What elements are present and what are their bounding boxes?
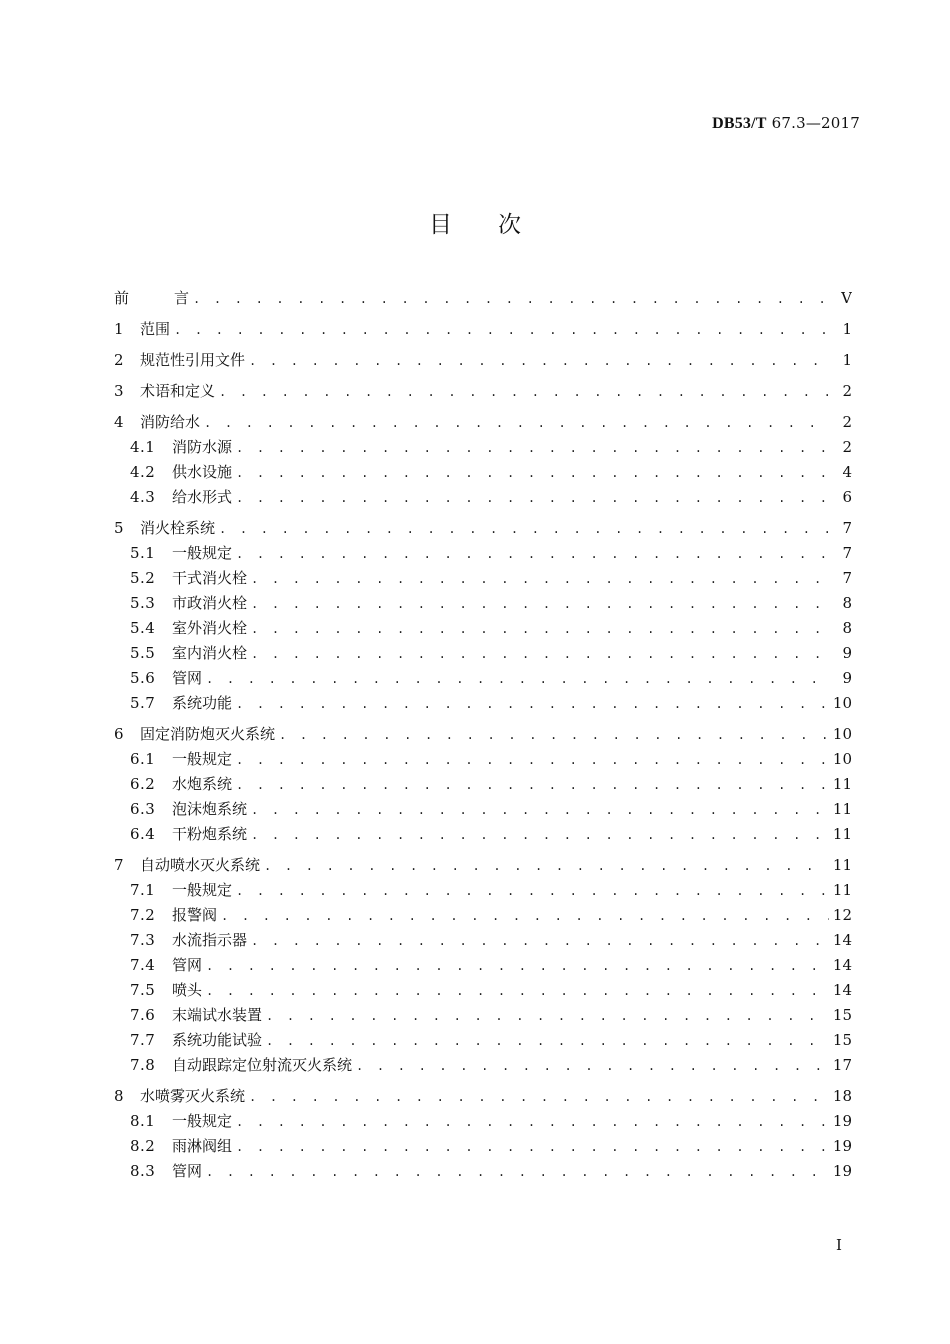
- toc-entry-page: 8: [842, 594, 852, 612]
- toc-entry-number: 3: [114, 382, 124, 400]
- toc-leader-dots: [219, 380, 832, 404]
- toc-entry-page: 9: [842, 669, 852, 687]
- toc-entry-title: 管网: [172, 956, 203, 974]
- toc-entry-page: 7: [842, 569, 852, 587]
- toc-entry[interactable]: [114, 1134, 852, 1159]
- toc-leader-dots: [204, 411, 832, 435]
- toc-entry-title: 供水设施: [172, 463, 233, 481]
- toc-entry-page: 19: [832, 1162, 852, 1180]
- toc-leader-dots: [264, 854, 829, 878]
- toc-entry-page: 8: [842, 619, 852, 637]
- toc-entry-title: 室外消火栓: [172, 619, 248, 637]
- toc-leader-dots: [206, 954, 829, 978]
- toc-entry-number: 7.2: [130, 906, 156, 924]
- toc-entry-number: 5.5: [130, 644, 156, 662]
- toc-entry[interactable]: [114, 410, 852, 435]
- toc-entry-number: 5.4: [130, 619, 156, 637]
- toc-entry-title: 一般规定: [172, 881, 233, 899]
- toc-entry[interactable]: [114, 591, 852, 616]
- toc-leader-dots: [236, 692, 829, 716]
- toc-entry[interactable]: [114, 1084, 852, 1109]
- toc-leader-dots: [251, 642, 832, 666]
- toc-entry[interactable]: [114, 797, 852, 822]
- toc-entry-title: 报警阀: [172, 906, 218, 924]
- toc-entry[interactable]: [114, 348, 852, 373]
- toc-leader-dots: [251, 929, 829, 953]
- toc-entry[interactable]: [114, 1109, 852, 1134]
- toc-entry-page: 17: [832, 1056, 852, 1074]
- toc-entry-page: 7: [842, 544, 852, 562]
- toc-entry-number: 7: [114, 856, 124, 874]
- toc-leader-dots: [236, 1110, 829, 1134]
- toc-entry-title: 一般规定: [172, 1112, 233, 1130]
- toc-entry-title: 自动喷水灭火系统: [140, 856, 261, 874]
- toc-entry-page: 11: [832, 856, 852, 874]
- toc-leader-dots: [236, 1135, 829, 1159]
- toc-leader-dots: [236, 486, 832, 510]
- toc-entry[interactable]: [114, 516, 852, 541]
- toc-entry-number: 5.7: [130, 694, 156, 712]
- toc-entry-title: 管网: [172, 669, 203, 687]
- toc-entry[interactable]: [114, 1028, 852, 1053]
- toc-entry-page: 6: [842, 488, 852, 506]
- toc-entry-number: 7.7: [130, 1031, 156, 1049]
- toc-entry-number: 5.2: [130, 569, 156, 587]
- toc-entry-title: 消火栓系统: [140, 519, 216, 537]
- toc-leader-dots: [206, 1160, 829, 1184]
- standard-code-prefix: DB53/T: [712, 115, 767, 132]
- toc-entry-page: 1: [842, 320, 852, 338]
- toc-entry-page: 10: [832, 750, 852, 768]
- toc-leader-dots: [279, 723, 829, 747]
- toc-leader-dots: [236, 879, 829, 903]
- toc-entry-page: 2: [842, 438, 852, 456]
- toc-entry-title: 言: [174, 289, 190, 307]
- toc-entry[interactable]: [114, 722, 852, 747]
- toc-entry-number: 8: [114, 1087, 124, 1105]
- toc-entry-number: 8.3: [130, 1162, 156, 1180]
- toc-entry-title: 管网: [172, 1162, 203, 1180]
- toc-entry-page: 12: [832, 906, 852, 924]
- toc-entry-title: 喷头: [172, 981, 203, 999]
- toc-entry[interactable]: [114, 641, 852, 666]
- toc-entry[interactable]: [114, 1053, 852, 1078]
- toc-entry-number: 前: [114, 289, 130, 307]
- toc-entry-title: 干式消火栓: [172, 569, 248, 587]
- toc-entry-number: 7.1: [130, 881, 156, 899]
- toc-leader-dots: [236, 461, 832, 485]
- toc-entry[interactable]: [114, 485, 852, 510]
- toc-entry[interactable]: [114, 286, 852, 311]
- toc-entry[interactable]: [114, 317, 852, 342]
- toc-entry[interactable]: [114, 460, 852, 485]
- toc-entry[interactable]: [114, 1003, 852, 1028]
- toc-leader-dots: [266, 1004, 829, 1028]
- toc-entry-number: 6.2: [130, 775, 156, 793]
- toc-entry-page: 15: [832, 1006, 852, 1024]
- toc-entry-page: 18: [832, 1087, 852, 1105]
- standard-code-number: 67.3—2017: [766, 114, 860, 132]
- toc-entry-page: 10: [832, 725, 852, 743]
- toc-leader-dots: [206, 667, 832, 691]
- toc-leader-dots: [206, 979, 829, 1003]
- toc-entry-title: 末端试水装置: [172, 1006, 263, 1024]
- toc-leader-dots: [251, 617, 832, 641]
- toc-entry[interactable]: [114, 666, 852, 691]
- toc-entry-number: 5.1: [130, 544, 156, 562]
- toc-entry[interactable]: [114, 822, 852, 847]
- toc-entry[interactable]: [114, 435, 852, 460]
- toc-leader-dots: [236, 748, 829, 772]
- toc-entry-number: 6.4: [130, 825, 156, 843]
- toc-entry-number: 6: [114, 725, 124, 743]
- toc-entry-title: 泡沫炮系统: [172, 800, 248, 818]
- toc-entry-page: V: [841, 289, 852, 307]
- toc-leader-dots: [249, 349, 832, 373]
- toc-leader-dots: [356, 1054, 829, 1078]
- toc-entry-title: 系统功能试验: [172, 1031, 263, 1049]
- toc-entry-page: 11: [832, 775, 852, 793]
- toc-entry-page: 2: [842, 382, 852, 400]
- toc-entry-title: 干粉炮系统: [172, 825, 248, 843]
- toc-entry[interactable]: [114, 1159, 852, 1184]
- toc-entry-page: 19: [832, 1137, 852, 1155]
- toc-entry-page: 14: [832, 931, 852, 949]
- toc-leader-dots: [249, 1085, 829, 1109]
- toc-entry-title: 规范性引用文件: [140, 351, 246, 369]
- toc-entry-page: 2: [842, 413, 852, 431]
- toc-leader-dots: [251, 798, 829, 822]
- toc-entry-number: 8.1: [130, 1112, 156, 1130]
- toc-leader-dots: [236, 542, 832, 566]
- toc-entry-page: 4: [842, 463, 852, 481]
- toc-entry-number: 5: [114, 519, 124, 537]
- toc-entry-title: 一般规定: [172, 544, 233, 562]
- toc-leader-dots: [251, 823, 829, 847]
- toc-entry[interactable]: [114, 566, 852, 591]
- toc-entry-title: 系统功能: [172, 694, 233, 712]
- toc-entry[interactable]: [114, 953, 852, 978]
- toc-entry[interactable]: [114, 772, 852, 797]
- toc-leader-dots: [219, 517, 832, 541]
- toc-entry-number: 6.1: [130, 750, 156, 768]
- toc-leader-dots: [266, 1029, 829, 1053]
- toc-leader-dots: [221, 904, 829, 928]
- toc-leader-dots: [193, 287, 832, 311]
- toc-entry-page: 15: [832, 1031, 852, 1049]
- toc-entry-title: 自动跟踪定位射流灭火系统: [172, 1056, 353, 1074]
- toc-entry-title: 水炮系统: [172, 775, 233, 793]
- toc-entry-title: 给水形式: [172, 488, 233, 506]
- toc-entry-page: 14: [832, 981, 852, 999]
- toc-entry-number: 7.5: [130, 981, 156, 999]
- toc-entry-title: 消防给水: [140, 413, 201, 431]
- toc-leader-dots: [236, 436, 832, 460]
- toc-entry-title: 水喷雾灭火系统: [140, 1087, 246, 1105]
- toc-entry-number: 7.6: [130, 1006, 156, 1024]
- toc-entry-page: 1: [842, 351, 852, 369]
- toc-leader-dots: [174, 318, 832, 342]
- toc-entry[interactable]: [114, 379, 852, 404]
- toc-entry-page: 11: [832, 881, 852, 899]
- toc-entry[interactable]: [114, 903, 852, 928]
- toc-entry-title: 范围: [140, 320, 171, 338]
- toc-entry-title: 室内消火栓: [172, 644, 248, 662]
- page-title: 目次: [429, 212, 567, 238]
- toc-entry-page: 10: [832, 694, 852, 712]
- toc-leader-dots: [236, 773, 829, 797]
- toc-entry-title: 雨淋阀组: [172, 1137, 233, 1155]
- toc-entry-page: 9: [842, 644, 852, 662]
- toc-entry-number: 6.3: [130, 800, 156, 818]
- toc-entry[interactable]: [114, 616, 852, 641]
- toc-entry[interactable]: [114, 853, 852, 878]
- toc-entry-number: 4: [114, 413, 124, 431]
- standard-code: [712, 114, 860, 133]
- toc-entry-title: 消防水源: [172, 438, 233, 456]
- toc-entry[interactable]: [114, 747, 852, 772]
- toc-entry-page: 7: [842, 519, 852, 537]
- toc-entry-title: 一般规定: [172, 750, 233, 768]
- toc-entry-number: 1: [114, 320, 124, 338]
- toc-entry-title: 水流指示器: [172, 931, 248, 949]
- toc-entry-title: 固定消防炮灭火系统: [140, 725, 276, 743]
- toc-entry-number: 7.4: [130, 956, 156, 974]
- toc-entry-number: 7.8: [130, 1056, 156, 1074]
- toc-entry-page: 11: [832, 800, 852, 818]
- toc-entry[interactable]: [114, 691, 852, 716]
- toc-entry-number: 8.2: [130, 1137, 156, 1155]
- toc-entry-number: 4.2: [130, 463, 156, 481]
- toc-entry-number: 4.1: [130, 438, 156, 456]
- page-number: I: [836, 1236, 842, 1254]
- toc-entry[interactable]: [114, 928, 852, 953]
- toc-entry-page: 14: [832, 956, 852, 974]
- toc-leader-dots: [251, 592, 832, 616]
- toc-entry-title: 市政消火栓: [172, 594, 248, 612]
- toc-entry[interactable]: [114, 541, 852, 566]
- toc-entry-number: 2: [114, 351, 124, 369]
- toc-entry-number: 5.3: [130, 594, 156, 612]
- toc-entry-page: 19: [832, 1112, 852, 1130]
- toc-entry-number: 4.3: [130, 488, 156, 506]
- toc-entry[interactable]: [114, 878, 852, 903]
- toc-entry-title: 术语和定义: [140, 382, 216, 400]
- toc-leader-dots: [251, 567, 832, 591]
- toc-entry-number: 5.6: [130, 669, 156, 687]
- table-of-contents: [114, 286, 852, 1184]
- toc-entry-number: 7.3: [130, 931, 156, 949]
- toc-entry-page: 11: [832, 825, 852, 843]
- toc-entry[interactable]: [114, 978, 852, 1003]
